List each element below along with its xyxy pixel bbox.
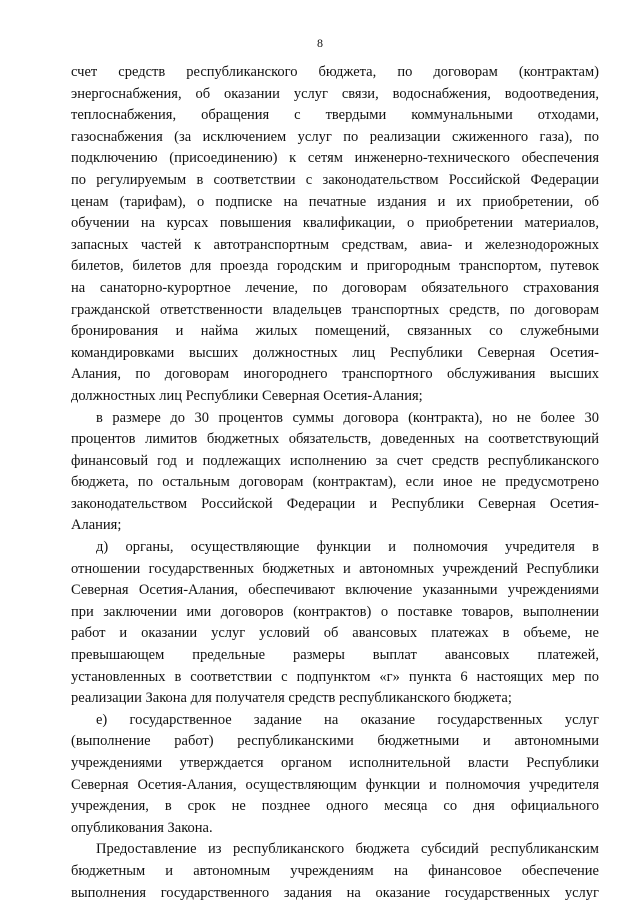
page-number: 8 xyxy=(317,36,323,50)
text-line: подключению (присоединению) к сетям инженерно-технического обеспечения xyxy=(71,150,599,167)
text-line: (выполнение работ) республиканскими бюджетными и автономными xyxy=(71,733,599,750)
text-line: на санаторно-курортное лечение, по договорам обязательного страхования xyxy=(71,279,599,296)
text-line: гражданской ответственности владельцев транспортных средств, по договорам xyxy=(71,301,599,318)
text-line: запасных частей к автотранспортным средствам, авиа- и железнодорожных xyxy=(71,236,599,253)
text-line: обучении на курсах повышения квалификации, о приобретении материалов, xyxy=(71,215,599,232)
text-line: законодательством Российской Федерации и Республики Северная Осетия- xyxy=(71,495,599,512)
text-line: учреждениями утверждается органом исполнительной власти Республики xyxy=(71,755,599,771)
text-line: бюджетным и автономным учреждениям на финансовое обеспечение xyxy=(71,862,599,879)
text-line: е) государственное задание на оказание государственных услуг xyxy=(96,711,599,728)
text-line: при заключении ими договоров (контрактов) о поставке товаров, выполнении xyxy=(71,603,599,620)
text-line: работ и оказании услуг условий об авансовых платежах в объеме, не xyxy=(71,625,599,642)
text-line: счет средств республиканского бюджета, по договорам (контрактам) xyxy=(71,64,599,80)
text-line: Алания, по договорам иногороднего транспортного обслуживания высших xyxy=(71,366,599,383)
text-line: финансовый год и подлежащих исполнению за счет средств республиканского xyxy=(71,452,599,469)
text-line: д) органы, осуществляющие функции и полномочия учредителя в xyxy=(96,539,599,556)
text-line: выполнения государственного задания на оказание государственных услуг xyxy=(71,884,599,901)
text-line: процентов лимитов бюджетных обязательств, доведенных на соответствующий xyxy=(71,431,599,448)
text-line: газоснабжения (за исключением услуг по реализации сжиженного газа), по xyxy=(71,128,599,145)
text-line: установленных в соответствии с подпунктом «г» пункта 6 настоящих мер по xyxy=(71,668,599,685)
paragraph xyxy=(71,537,599,710)
text-line: ценам (тарифам), о подписке на печатные издания и их приобретении, об xyxy=(71,193,599,210)
paragraph xyxy=(71,839,599,904)
text-line: в размере до 30 процентов суммы договора (контракта), но не более 30 xyxy=(96,409,599,426)
text-line: должностных лиц Республики Северная Осетия-Алания; xyxy=(71,387,423,404)
text-line: билетов, билетов для проезда городским и пригородным транспортом, путевок xyxy=(71,258,599,275)
text-line: Алания; xyxy=(71,517,122,534)
text-line: бронирования и найма жилых помещений, связанных со служебными xyxy=(71,323,599,340)
text-line: опубликования Закона. xyxy=(71,819,213,836)
paragraph xyxy=(71,710,599,840)
text-line: Предоставление из республиканского бюджета субсидий республиканским xyxy=(96,841,599,858)
paragraph xyxy=(71,62,599,408)
text-line: по регулируемым в соответствии с законодательством Российской Федерации xyxy=(71,171,599,188)
text-line: реализации Закона для получателя средств республиканского бюджета; xyxy=(71,690,512,707)
paragraph xyxy=(71,408,599,538)
text-line: бюджета, по остальным договорам (контрактам), если иное не предусмотрено xyxy=(71,474,599,491)
text-line: энергоснабжения, об оказании услуг связи, водоснабжения, водоотведения, xyxy=(71,85,599,102)
text-line: Северная Осетия-Алания, обеспечивают включение указанными учреждениями xyxy=(71,582,599,599)
text-line: теплоснабжения, обращения с твердыми коммунальными отходами, xyxy=(71,107,599,124)
document-body xyxy=(71,62,599,904)
text-line: отношении государственных бюджетных и автономных учреждений Республики xyxy=(71,560,599,577)
text-line: превышающем предельные размеры выплат авансовых платежей, xyxy=(71,647,599,664)
text-line: Северная Осетия-Алания, осуществляющим функции и полномочия учредителя xyxy=(71,776,599,793)
text-line: командировками высших должностных лиц Республики Северная Осетия- xyxy=(71,344,599,361)
text-line: учреждения, в срок не позднее одного месяца со дня официального xyxy=(71,798,599,815)
